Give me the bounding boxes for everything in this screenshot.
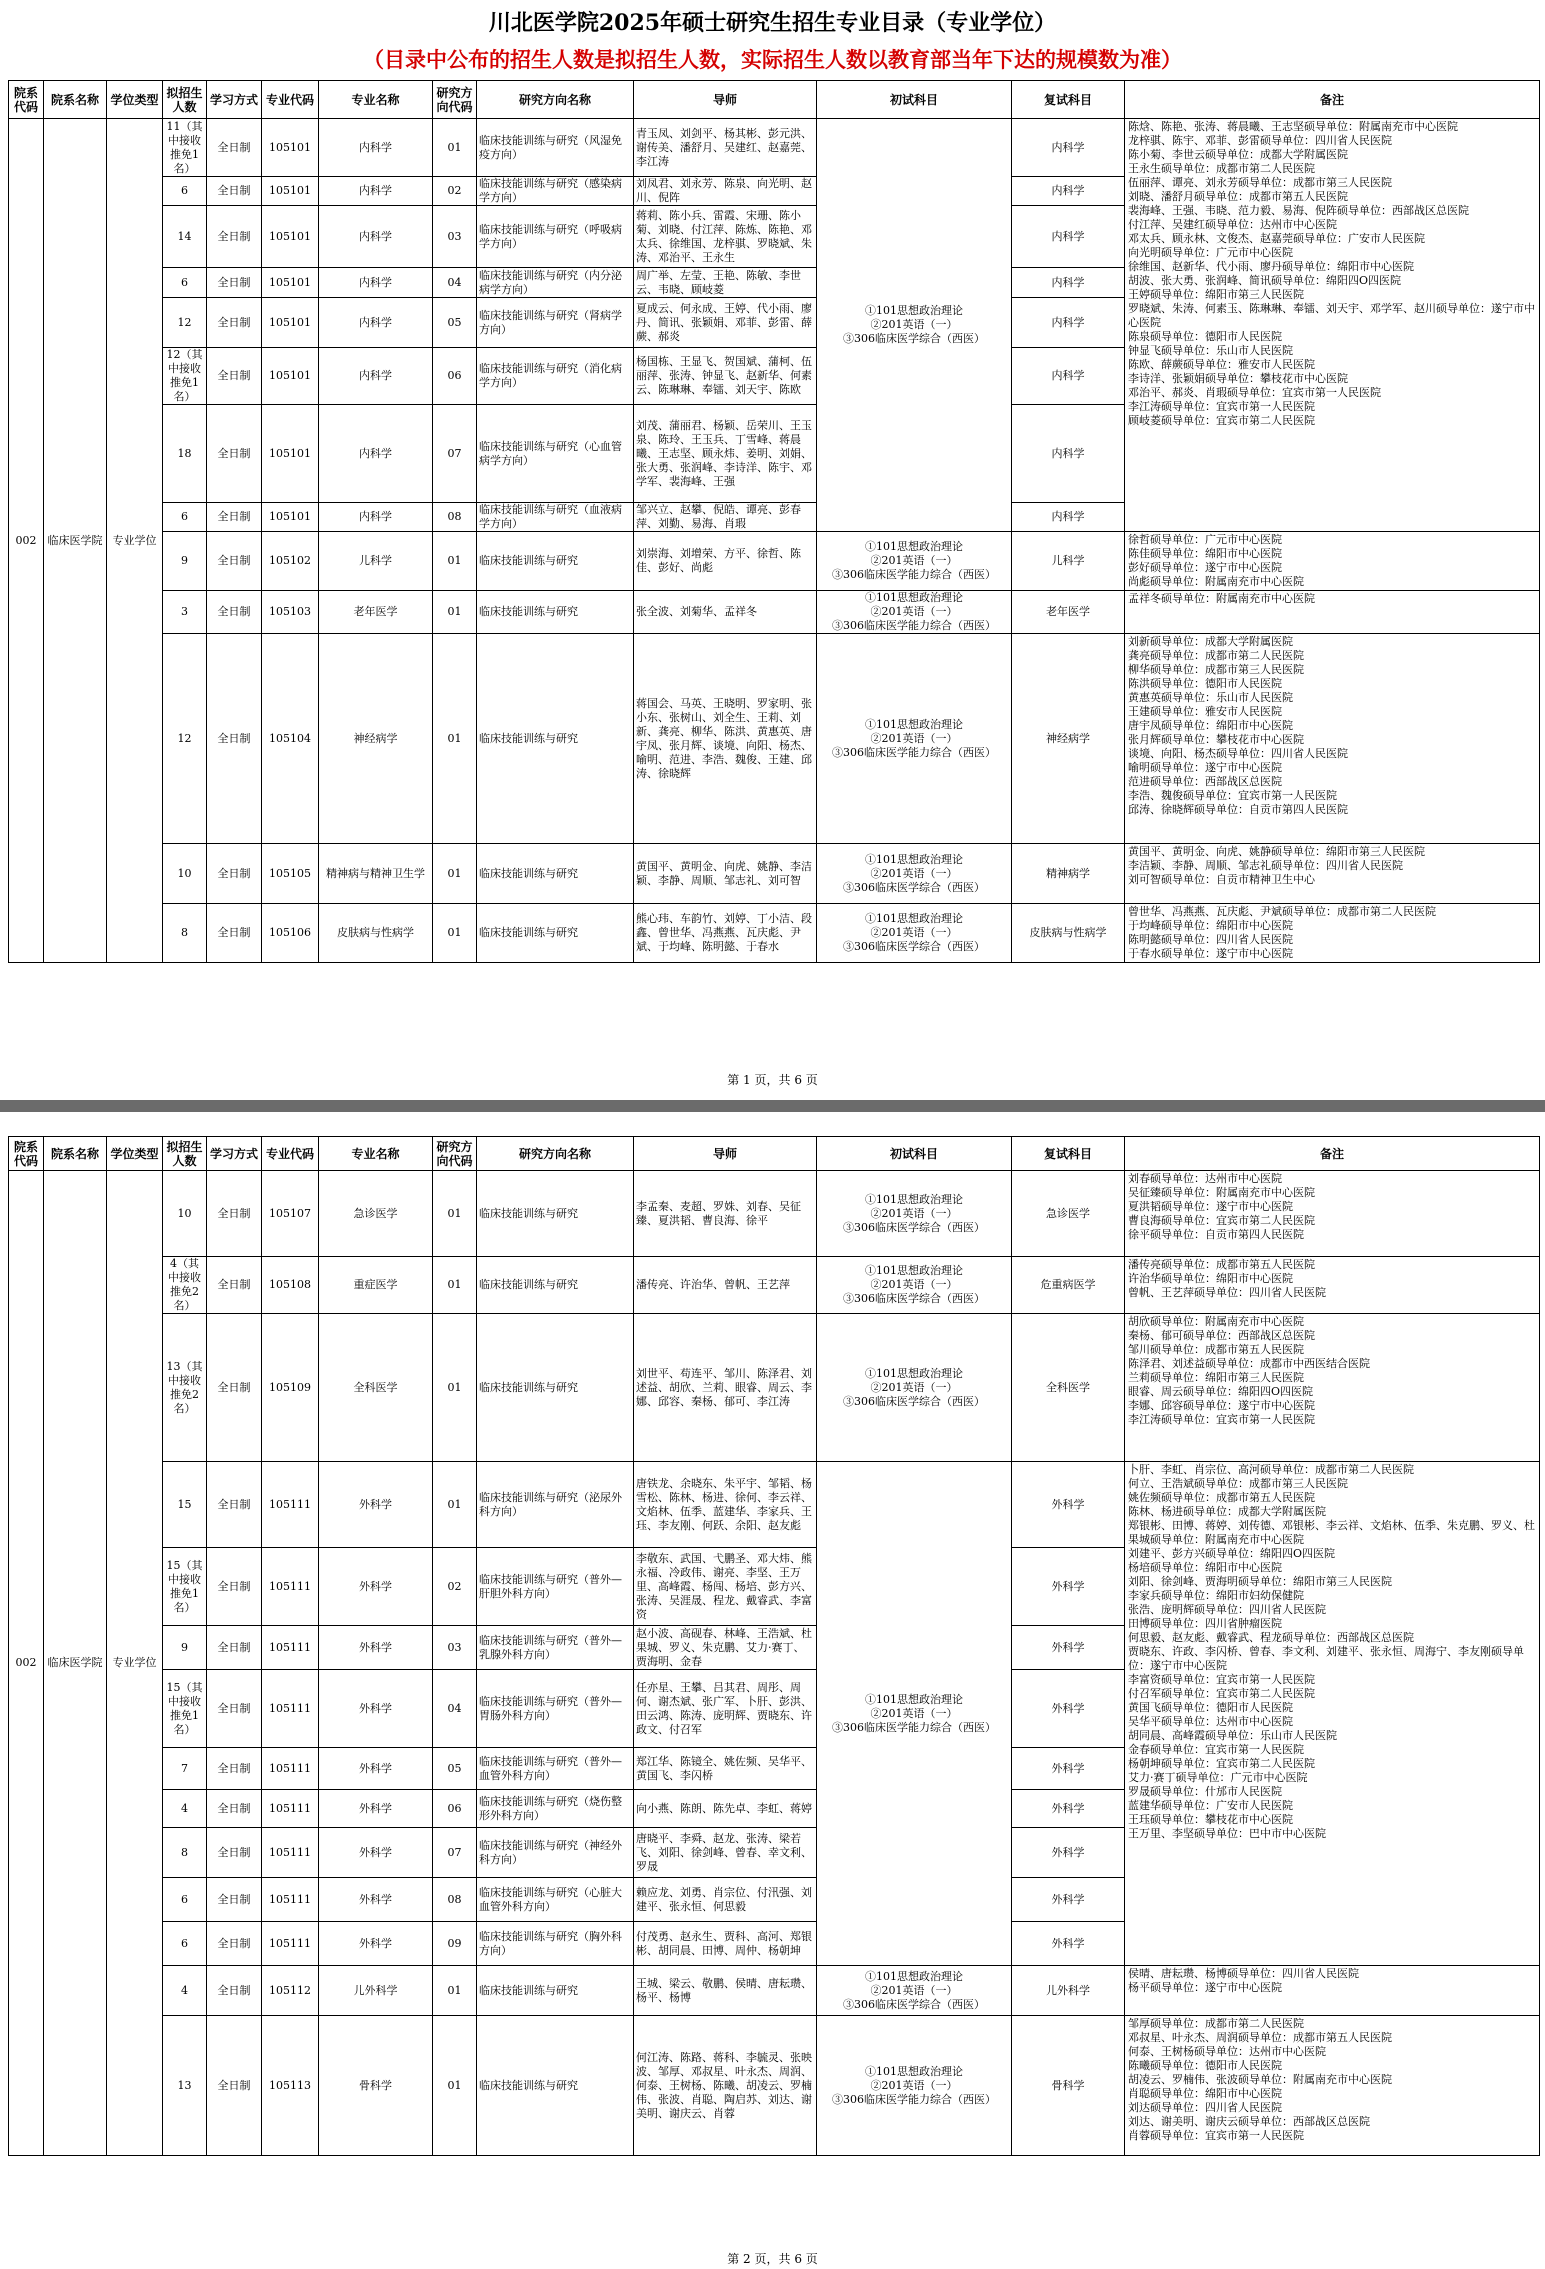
quota-cell: 4（其中接收推免2名）	[163, 1257, 207, 1314]
header-major-name: 专业名称	[319, 81, 433, 119]
study-mode-cell: 全日制	[207, 119, 262, 177]
major-code-cell: 105101	[262, 206, 319, 268]
table-header-row	[9, 81, 1540, 119]
header-quota: 拟招生人数	[163, 81, 207, 119]
tutors-cell: 张全波、刘菊华、孟祥冬	[634, 591, 817, 634]
header-exam-subjects: 初试科目	[817, 81, 1012, 119]
dir-name-cell: 临床技能训练与研究（呼吸病学方向）	[477, 206, 634, 268]
exam-subjects-cell: ①101思想政治理论 ②201英语（一） ③306临床医学能力综合（西医）	[817, 1462, 1012, 1966]
dir-code-cell: 03	[433, 206, 477, 268]
retest-cell: 外科学	[1012, 1670, 1125, 1748]
page-subtitle: （目录中公布的招生人数是拟招生人数，实际招生人数以教育部当年下达的规模数为准）	[363, 47, 1182, 72]
dir-name-cell: 临床技能训练与研究（普外—肝胆外科方向）	[477, 1548, 634, 1626]
header-study-mode: 学习方式	[207, 1137, 262, 1171]
tutors-cell: 何江涛、陈路、蒋科、李毓灵、张映波、邹厚、邓叔星、叶永杰、周润、何泰、王树杨、陈曦、胡凌云、罗楠伟、张波、肖聪、陶启苏、刘达、谢美明、谢庆云、肖蓉	[634, 2016, 817, 2156]
major-name-cell: 皮肤病与性病学	[319, 904, 433, 963]
major-name-cell: 重症医学	[319, 1257, 433, 1314]
dir-code-cell: 09	[433, 1922, 477, 1966]
quota-cell: 13（其中接收推免2名）	[163, 1314, 207, 1462]
dir-code-cell: 01	[433, 904, 477, 963]
major-name-cell: 内科学	[319, 177, 433, 206]
dir-name-cell: 临床技能训练与研究	[477, 2016, 634, 2156]
quota-cell: 6	[163, 503, 207, 532]
dir-code-cell: 01	[433, 1314, 477, 1462]
header-dir-code: 研究方向代码	[433, 81, 477, 119]
tutors-cell: 蒋莉、陈小兵、雷霞、宋珊、陈小菊、刘晓、付江萍、陈炼、陈艳、邓太兵、徐维国、龙梓骐、罗晓斌、朱涛、邓治平、王永生	[634, 206, 817, 268]
quota-cell: 11（其中接收推免1名）	[163, 119, 207, 177]
study-mode-cell: 全日制	[207, 591, 262, 634]
retest-cell: 内科学	[1012, 405, 1125, 503]
major-name-cell: 骨科学	[319, 2016, 433, 2156]
table-row	[9, 119, 1540, 177]
major-name-cell: 全科医学	[319, 1314, 433, 1462]
major-name-cell: 外科学	[319, 1462, 433, 1548]
study-mode-cell: 全日制	[207, 298, 262, 348]
retest-cell: 内科学	[1012, 177, 1125, 206]
degree-type-cell: 专业学位	[107, 119, 163, 963]
header-degree-type: 学位类型	[107, 81, 163, 119]
quota-cell: 4	[163, 1966, 207, 2016]
major-name-cell: 儿科学	[319, 532, 433, 591]
remarks-cell: 侯晴、唐耘瓒、杨博硕导单位：四川省人民医院 杨平硕导单位：遂宁市中心医院	[1125, 1966, 1540, 2016]
table-row	[9, 1171, 1540, 1257]
dir-code-cell: 01	[433, 1462, 477, 1548]
dir-name-cell: 临床技能训练与研究（神经外科方向）	[477, 1828, 634, 1878]
major-code-cell: 105111	[262, 1548, 319, 1626]
table-row	[9, 591, 1540, 634]
dir-code-cell: 01	[433, 634, 477, 844]
dir-name-cell: 临床技能训练与研究	[477, 1966, 634, 2016]
major-code-cell: 105101	[262, 298, 319, 348]
dir-name-cell: 临床技能训练与研究	[477, 1257, 634, 1314]
retest-cell: 内科学	[1012, 298, 1125, 348]
retest-cell: 外科学	[1012, 1548, 1125, 1626]
dir-code-cell: 01	[433, 1966, 477, 2016]
tutors-cell: 唐铁龙、余晓东、朱平宇、邹韬、杨雪松、陈林、杨进、徐何、李云祥、文焰林、伍季、蓝建华、李家兵、王珏、李友刚、何跃、余阳、赵友彪	[634, 1462, 817, 1548]
major-name-cell: 急诊医学	[319, 1171, 433, 1257]
remarks-cell: 黄国平、黄明金、向虎、姚静硕导单位：绵阳市第三人民医院 李洁颖、李静、周顺、邹志礼硕导单位：四川省人民医院 刘可智硕导单位：自贡市精神卫生中心	[1125, 844, 1540, 904]
header-college-code: 院系代码	[9, 1137, 44, 1171]
major-code-cell: 105104	[262, 634, 319, 844]
major-name-cell: 外科学	[319, 1790, 433, 1828]
dir-name-cell: 临床技能训练与研究	[477, 904, 634, 963]
study-mode-cell: 全日制	[207, 1548, 262, 1626]
major-name-cell: 外科学	[319, 1748, 433, 1790]
study-mode-cell: 全日制	[207, 1171, 262, 1257]
quota-cell: 12	[163, 634, 207, 844]
quota-cell: 8	[163, 904, 207, 963]
exam-subjects-cell: ①101思想政治理论 ②201英语（一） ③306临床医学综合（西医）	[817, 904, 1012, 963]
header-study-mode: 学习方式	[207, 81, 262, 119]
quota-cell: 15（其中接收推免1名）	[163, 1548, 207, 1626]
dir-name-cell: 临床技能训练与研究（心血管病学方向）	[477, 405, 634, 503]
tutors-cell: 潘传亮、许治华、曾帆、王艺萍	[634, 1257, 817, 1314]
major-code-cell: 105111	[262, 1922, 319, 1966]
major-name-cell: 内科学	[319, 119, 433, 177]
retest-cell: 儿科学	[1012, 532, 1125, 591]
quota-cell: 14	[163, 206, 207, 268]
page-number-1: 第 1 页，共 6 页	[727, 1073, 818, 1087]
dir-code-cell: 05	[433, 298, 477, 348]
major-code-cell: 105101	[262, 119, 319, 177]
tutors-cell: 赵小波、高砚春、林峰、王浩斌、杜果城、罗义、朱克鹏、艾力·赛丁、贾海明、金春	[634, 1626, 817, 1670]
header-retest: 复试科目	[1012, 1137, 1125, 1171]
table-header-row	[9, 1137, 1540, 1171]
header-major-name: 专业名称	[319, 1137, 433, 1171]
dir-name-cell: 临床技能训练与研究	[477, 844, 634, 904]
exam-subjects-cell: ①101思想政治理论 ②201英语（一） ③306临床医学能力综合（西医）	[817, 2016, 1012, 2156]
quota-cell: 12	[163, 298, 207, 348]
quota-cell: 6	[163, 268, 207, 298]
retest-cell: 皮肤病与性病学	[1012, 904, 1125, 963]
major-code-cell: 105101	[262, 177, 319, 206]
dir-name-cell: 临床技能训练与研究（泌尿外科方向）	[477, 1462, 634, 1548]
dir-name-cell: 临床技能训练与研究（普外—乳腺外科方向）	[477, 1626, 634, 1670]
header-dir-name: 研究方向名称	[477, 81, 634, 119]
retest-cell: 老年医学	[1012, 591, 1125, 634]
major-code-cell: 105103	[262, 591, 319, 634]
header-tutors: 导师	[634, 1137, 817, 1171]
tutors-cell: 王城、梁云、敬鹏、侯晴、唐耘瓒、杨平、杨博	[634, 1966, 817, 2016]
dir-code-cell: 03	[433, 1626, 477, 1670]
header-major-code: 专业代码	[262, 1137, 319, 1171]
dir-code-cell: 01	[433, 1171, 477, 1257]
header-dir-code: 研究方向代码	[433, 1137, 477, 1171]
quota-cell: 8	[163, 1828, 207, 1878]
retest-cell: 全科医学	[1012, 1314, 1125, 1462]
header-degree-type: 学位类型	[107, 1137, 163, 1171]
major-name-cell: 神经病学	[319, 634, 433, 844]
retest-cell: 内科学	[1012, 503, 1125, 532]
exam-subjects-cell: ①101思想政治理论 ②201英语（一） ③306临床医学综合（西医）	[817, 1171, 1012, 1257]
study-mode-cell: 全日制	[207, 1670, 262, 1748]
major-name-cell: 内科学	[319, 298, 433, 348]
remarks-cell: 孟祥冬硕导单位：附属南充市中心医院	[1125, 591, 1540, 634]
study-mode-cell: 全日制	[207, 1462, 262, 1548]
major-name-cell: 老年医学	[319, 591, 433, 634]
study-mode-cell: 全日制	[207, 1748, 262, 1790]
study-mode-cell: 全日制	[207, 1828, 262, 1878]
tutors-cell: 唐晓平、李舜、赵龙、张涛、梁若飞、刘阳、徐剑峰、曾春、幸文利、罗晟	[634, 1828, 817, 1878]
retest-cell: 内科学	[1012, 268, 1125, 298]
major-code-cell: 105111	[262, 1878, 319, 1922]
quota-cell: 4	[163, 1790, 207, 1828]
dir-code-cell: 01	[433, 844, 477, 904]
study-mode-cell: 全日制	[207, 1922, 262, 1966]
remarks-cell: 刘新硕导单位：成都大学附属医院 龚亮硕导单位：成都市第二人民医院 柳华硕导单位：成都市第三人民医院 陈洪硕导单位：德阳市人民医院 黄惠英硕导单位：乐山市人民医院 王建硕导单位：雅安市人民医院 唐宇凤硕导单位：绵阳市中心医院 张月辉硕导单位：攀枝花市中心医院 谈境、向阳、杨杰硕导单位：四川省人民医院 喻明硕导单位：遂宁市中心医院 范进硕导单位：西部战区总医院 李浩、魏俊硕导单位：宜宾市第一人民医院 邱涛、徐晓辉硕导单位：自贡市第四人民医院	[1125, 634, 1540, 844]
dir-code-cell: 01	[433, 591, 477, 634]
major-name-cell: 外科学	[319, 1670, 433, 1748]
header-tutors: 导师	[634, 81, 817, 119]
retest-cell: 外科学	[1012, 1878, 1125, 1922]
major-code-cell: 105111	[262, 1748, 319, 1790]
study-mode-cell: 全日制	[207, 1314, 262, 1462]
header-college-code: 院系代码	[9, 81, 44, 119]
major-name-cell: 精神病与精神卫生学	[319, 844, 433, 904]
major-name-cell: 外科学	[319, 1922, 433, 1966]
college-code-cell: 002	[9, 119, 44, 963]
quota-cell: 6	[163, 1922, 207, 1966]
page-number-2: 第 2 页，共 6 页	[727, 2252, 818, 2266]
retest-cell: 精神病学	[1012, 844, 1125, 904]
major-name-cell: 外科学	[319, 1548, 433, 1626]
quota-cell: 15	[163, 1462, 207, 1548]
degree-type-cell: 专业学位	[107, 1171, 163, 2156]
quota-cell: 9	[163, 532, 207, 591]
study-mode-cell: 全日制	[207, 1790, 262, 1828]
quota-cell: 15（其中接收推免1名）	[163, 1670, 207, 1748]
dir-code-cell: 07	[433, 405, 477, 503]
retest-cell: 骨科学	[1012, 2016, 1125, 2156]
tutors-cell: 蒋国会、马英、王晓明、罗家明、张小东、张树山、刘全生、王莉、刘新、龚亮、柳华、陈洪、黄惠英、唐宇凤、张月辉、谈境、向阳、杨杰、喻明、范进、李浩、魏俊、王建、邱涛、徐晓辉	[634, 634, 817, 844]
header-remarks: 备注	[1125, 81, 1540, 119]
retest-cell: 儿外科学	[1012, 1966, 1125, 2016]
study-mode-cell: 全日制	[207, 634, 262, 844]
dir-name-cell: 临床技能训练与研究	[477, 634, 634, 844]
tutors-cell: 付茂勇、赵永生、贾科、高河、郑银彬、胡同晨、田博、周仲、杨朝坤	[634, 1922, 817, 1966]
tutors-cell: 熊心玮、车韵竹、刘婷、丁小洁、段鑫、曾世华、冯燕燕、瓦庆彪、尹斌、于均峰、陈明懿、于春水	[634, 904, 817, 963]
retest-cell: 急诊医学	[1012, 1171, 1125, 1257]
table-row	[9, 844, 1540, 904]
retest-cell: 内科学	[1012, 206, 1125, 268]
major-code-cell: 105111	[262, 1462, 319, 1548]
study-mode-cell: 全日制	[207, 1878, 262, 1922]
major-name-cell: 内科学	[319, 405, 433, 503]
study-mode-cell: 全日制	[207, 348, 262, 405]
table-row	[9, 1257, 1540, 1314]
header-remarks: 备注	[1125, 1137, 1540, 1171]
dir-name-cell: 临床技能训练与研究（心脏大血管外科方向）	[477, 1878, 634, 1922]
remarks-cell: 徐哲硕导单位：广元市中心医院 陈佳硕导单位：绵阳市中心医院 彭好硕导单位：遂宁市中心医院 尚彪硕导单位：附属南充市中心医院	[1125, 532, 1540, 591]
dir-name-cell: 临床技能训练与研究（血液病学方向）	[477, 503, 634, 532]
major-code-cell: 105101	[262, 405, 319, 503]
major-code-cell: 105101	[262, 503, 319, 532]
remarks-cell: 刘春硕导单位：达州市中心医院 吴征臻硕导单位：附属南充市中心医院 夏洪韬硕导单位：遂宁市中心医院 曹良海硕导单位：宜宾市第二人民医院 徐平硕导单位：自贡市第四人民医院	[1125, 1171, 1540, 1257]
table-row	[9, 1966, 1540, 2016]
dir-name-cell: 临床技能训练与研究（感染病学方向）	[477, 177, 634, 206]
tutors-cell: 夏成云、何永成、王婷、代小雨、廖丹、简讯、张颖娟、邓菲、彭雷、薛蕨、郝炎	[634, 298, 817, 348]
major-code-cell: 105101	[262, 348, 319, 405]
study-mode-cell: 全日制	[207, 1626, 262, 1670]
tutors-cell: 周广举、左莹、王艳、陈敏、李世云、韦晓、顾岐菱	[634, 268, 817, 298]
catalog-table-page1	[8, 80, 1539, 963]
dir-code-cell: 08	[433, 1878, 477, 1922]
tutors-cell: 赖应龙、刘勇、肖宗位、付汛强、刘建平、张永恒、何思毅	[634, 1878, 817, 1922]
header-dir-name: 研究方向名称	[477, 1137, 634, 1171]
tutors-cell: 任亦星、王攀、吕其君、周彤、周何、谢杰斌、张广军、卜肝、彭洪、田云鸿、陈涛、庞明辉、贾晓东、许政文、付召军	[634, 1670, 817, 1748]
major-name-cell: 内科学	[319, 206, 433, 268]
retest-cell: 危重病医学	[1012, 1257, 1125, 1314]
study-mode-cell: 全日制	[207, 268, 262, 298]
major-name-cell: 外科学	[319, 1626, 433, 1670]
tutors-cell: 青玉凤、刘剑平、杨其彬、彭元洪、谢传美、潘舒月、吴建红、赵嘉莞、李江涛	[634, 119, 817, 177]
dir-code-cell: 01	[433, 532, 477, 591]
quota-cell: 6	[163, 1878, 207, 1922]
retest-cell: 外科学	[1012, 1790, 1125, 1828]
remarks-cell: 曾世华、冯燕燕、瓦庆彪、尹斌硕导单位：成都市第二人民医院 于均峰硕导单位：绵阳市中心医院 陈明懿硕导单位：四川省人民医院 于春水硕导单位：遂宁市中心医院	[1125, 904, 1540, 963]
study-mode-cell: 全日制	[207, 532, 262, 591]
tutors-cell: 黄国平、黄明金、向虎、姚静、李洁颖、李静、周顺、邹志礼、刘可智	[634, 844, 817, 904]
table-row	[9, 904, 1540, 963]
remarks-cell: 胡欣硕导单位：附属南充市中心医院 秦杨、郁可硕导单位：西部战区总医院 邹川硕导单位：成都市第五人民医院 陈泽君、刘述益硕导单位：成都市中西医结合医院 兰莉硕导单位：绵阳市第三人民医院 眼睿、周云硕导单位：绵阳四O四医院 李娜、邱容硕导单位：遂宁市中心医院 李江涛硕导单位：宜宾市第一人民医院	[1125, 1314, 1540, 1462]
page-title: 川北医学院2025年硕士研究生招生专业目录（专业学位）	[488, 10, 1057, 36]
exam-subjects-cell: ①101思想政治理论 ②201英语（一） ③306临床医学综合（西医）	[817, 119, 1012, 532]
major-code-cell: 105108	[262, 1257, 319, 1314]
dir-code-cell: 06	[433, 348, 477, 405]
dir-code-cell: 01	[433, 119, 477, 177]
retest-cell: 外科学	[1012, 1748, 1125, 1790]
major-code-cell: 105111	[262, 1626, 319, 1670]
major-code-cell: 105102	[262, 532, 319, 591]
major-name-cell: 儿外科学	[319, 1966, 433, 2016]
dir-name-cell: 临床技能训练与研究（消化病学方向）	[477, 348, 634, 405]
dir-code-cell: 04	[433, 268, 477, 298]
exam-subjects-cell: ①101思想政治理论 ②201英语（一） ③306临床医学能力综合（西医）	[817, 591, 1012, 634]
header-quota: 拟招生人数	[163, 1137, 207, 1171]
major-name-cell: 内科学	[319, 268, 433, 298]
major-code-cell: 105109	[262, 1314, 319, 1462]
major-name-cell: 外科学	[319, 1878, 433, 1922]
major-name-cell: 内科学	[319, 348, 433, 405]
dir-name-cell: 临床技能训练与研究（风湿免疫方向）	[477, 119, 634, 177]
college-name-cell: 临床医学院	[44, 1171, 107, 2156]
table-row	[9, 1314, 1540, 1462]
study-mode-cell: 全日制	[207, 904, 262, 963]
study-mode-cell: 全日制	[207, 1966, 262, 2016]
study-mode-cell: 全日制	[207, 2016, 262, 2156]
dir-name-cell: 临床技能训练与研究	[477, 591, 634, 634]
major-code-cell: 105107	[262, 1171, 319, 1257]
tutors-cell: 李孟秦、麦超、罗姝、刘春、吴征臻、夏洪韬、曹良海、徐平	[634, 1171, 817, 1257]
major-code-cell: 105105	[262, 844, 319, 904]
major-code-cell: 105111	[262, 1670, 319, 1748]
quota-cell: 9	[163, 1626, 207, 1670]
dir-code-cell: 02	[433, 1548, 477, 1626]
retest-cell: 内科学	[1012, 119, 1125, 177]
dir-code-cell: 06	[433, 1790, 477, 1828]
retest-cell: 外科学	[1012, 1462, 1125, 1548]
remarks-cell: 陈焓、陈艳、张涛、蒋晨曦、王志坚硕导单位：附属南充市中心医院 龙梓骐、陈宇、邓菲、彭雷硕导单位：四川省人民医院 陈小菊、李世云硕导单位：成都大学附属医院 王永生硕导单位：成都市第二人民医院 伍丽萍、谭亮、刘永芳硕导单位：成都市第三人民医院 刘晓、潘舒月硕导单位：成都市第五人民医院 裴海峰、王强、韦晓、范力毅、易海、倪阵硕导单位：西部战区总医院 付江萍、吴建红硕导单位：达州市中心医院 邓太兵、顾永林、文俊杰、赵嘉莞硕导单位：广安市人民医院 向光明硕导单位：广元市中心医院 徐维国、赵新华、代小雨、廖丹硕导单位：绵阳市中心医院 胡波、张大勇、张润峰、简讯硕导单位：绵阳四O四医院 王婷硕导单位：绵阳市第三人民医院 罗晓斌、朱涛、何素玉、陈琳琳、奉镭、刘天宇、邓学军、赵川硕导单位：遂宁市中心医院 陈泉硕导单位：德阳市人民医院 钟显飞硕导单位：乐山市人民医院 陈欧、薛蕨硕导单位：雅安市人民医院 李诗洋、张颖娟硕导单位：攀枝花市中心医院 邓治平、郝炎、肖瑕硕导单位：宜宾市第一人民医院 李江涛硕导单位：宜宾市第一人民医院 顾岐菱硕导单位：宜宾市第二人民医院	[1125, 119, 1540, 532]
dir-name-cell: 临床技能训练与研究（内分泌病学方向）	[477, 268, 634, 298]
catalog-table-page2	[8, 1136, 1539, 2156]
exam-subjects-cell: ①101思想政治理论 ②201英语（一） ③306临床医学能力综合（西医）	[817, 532, 1012, 591]
dir-name-cell: 临床技能训练与研究（肾病学方向）	[477, 298, 634, 348]
retest-cell: 外科学	[1012, 1922, 1125, 1966]
remarks-cell: 卜肝、李虹、肖宗位、高河硕导单位：成都市第二人民医院 何立、王浩斌硕导单位：成都市第三人民医院 姚佐频硕导单位：成都市第五人民医院 陈林、杨进硕导单位：成都大学附属医院 郑银彬、田博、蒋婷、刘传德、邓银彬、李云祥、文焰林、伍季、朱克鹏、罗义、杜果城硕导单位：附属南充市中心医院 刘建平、彭方兴硕导单位：绵阳四O四医院 杨培硕导单位：绵阳市中心医院 刘阳、徐剑峰、贾海明硕导单位：绵阳市第三人民医院 李家兵硕导单位：绵阳市妇幼保健院 张浩、庞明辉硕导单位：四川省人民医院 田博硕导单位：四川省肿瘤医院 何思毅、赵友彪、戴睿武、程龙硕导单位：西部战区总医院 贾晓东、许政、李闪桥、曾春、李文利、刘建平、张永恒、周海宁、李友刚硕导单位：遂宁市中心医院 李富资硕导单位：宜宾市第一人民医院 付召军硕导单位：宜宾市第二人民医院 黄国飞硕导单位：德阳市人民医院 吴华平硕导单位：达州市中心医院 胡同晨、高峰霞硕导单位：乐山市人民医院 金春硕导单位：宜宾市第一人民医院 杨朝坤硕导单位：宜宾市第二人民医院 艾力·赛丁硕导单位：广元市中心医院 罗晟硕导单位：什邡市人民医院 蓝建华硕导单位：广安市人民医院 王珏硕导单位：攀枝花市中心医院 王万里、李坚硕导单位：巴中市中心医院	[1125, 1462, 1540, 1966]
study-mode-cell: 全日制	[207, 177, 262, 206]
quota-cell: 10	[163, 844, 207, 904]
quota-cell: 12（其中接收推免1名）	[163, 348, 207, 405]
major-name-cell: 内科学	[319, 503, 433, 532]
dir-name-cell: 临床技能训练与研究	[477, 532, 634, 591]
exam-subjects-cell: ①101思想政治理论 ②201英语（一） ③306临床医学综合（西医）	[817, 1314, 1012, 1462]
retest-cell: 外科学	[1012, 1828, 1125, 1878]
dir-name-cell: 临床技能训练与研究（胸外科方向）	[477, 1922, 634, 1966]
study-mode-cell: 全日制	[207, 844, 262, 904]
dir-code-cell: 07	[433, 1828, 477, 1878]
college-name-cell: 临床医学院	[44, 119, 107, 963]
quota-cell: 6	[163, 177, 207, 206]
dir-code-cell: 02	[433, 177, 477, 206]
dir-name-cell: 临床技能训练与研究	[477, 1314, 634, 1462]
major-code-cell: 105112	[262, 1966, 319, 2016]
retest-cell: 内科学	[1012, 348, 1125, 405]
exam-subjects-cell: ①101思想政治理论 ②201英语（一） ③306临床医学能力综合（西医）	[817, 634, 1012, 844]
major-code-cell: 105111	[262, 1790, 319, 1828]
tutors-cell: 杨国栋、王显飞、贺国斌、蒲柯、伍丽萍、张涛、钟显飞、赵新华、何素云、陈琳琳、奉镭、刘天宇、陈欧	[634, 348, 817, 405]
college-code-cell: 002	[9, 1171, 44, 2156]
tutors-cell: 向小燕、陈朗、陈先卓、李虹、蒋婷	[634, 1790, 817, 1828]
tutors-cell: 刘茂、蒲丽君、杨颖、岳荣川、王玉泉、陈玲、王玉兵、丁雪峰、蒋晨曦、王志坚、顾永炜、姜明、刘娟、张大勇、张润峰、李诗洋、陈宇、邓学军、裴海峰、王强	[634, 405, 817, 503]
tutors-cell: 刘崇海、刘增荣、方平、徐哲、陈佳、彭好、尚彪	[634, 532, 817, 591]
quota-cell: 13	[163, 2016, 207, 2156]
remarks-cell: 邹厚硕导单位：成都市第二人民医院 邓叔星、叶永杰、周润硕导单位：成都市第五人民医院 何泰、王树杨硕导单位：达州市中心医院 陈曦硕导单位：德阳市人民医院 胡凌云、罗楠伟、张波硕导单位：附属南充市中心医院 肖聪硕导单位：绵阳市中心医院 刘达硕导单位：四川省人民医院 刘达、谢美明、谢庆云硕导单位：西部战区总医院 肖蓉硕导单位：宜宾市第一人民医院	[1125, 2016, 1540, 2156]
dir-name-cell: 临床技能训练与研究（普外—血管外科方向）	[477, 1748, 634, 1790]
quota-cell: 7	[163, 1748, 207, 1790]
dir-code-cell: 01	[433, 2016, 477, 2156]
study-mode-cell: 全日制	[207, 1257, 262, 1314]
tutors-cell: 刘凤君、刘永芳、陈泉、向光明、赵川、倪阵	[634, 177, 817, 206]
retest-cell: 外科学	[1012, 1626, 1125, 1670]
dir-name-cell: 临床技能训练与研究（普外—胃肠外科方向）	[477, 1670, 634, 1748]
exam-subjects-cell: ①101思想政治理论 ②201英语（一） ③306临床医学综合（西医）	[817, 1966, 1012, 2016]
major-code-cell: 105111	[262, 1828, 319, 1878]
table-row	[9, 1462, 1540, 1548]
table-row	[9, 532, 1540, 591]
exam-subjects-cell: ①101思想政治理论 ②201英语（一） ③306临床医学综合（西医）	[817, 1257, 1012, 1314]
quota-cell: 3	[163, 591, 207, 634]
dir-name-cell: 临床技能训练与研究（烧伤整形外科方向）	[477, 1790, 634, 1828]
header-exam-subjects: 初试科目	[817, 1137, 1012, 1171]
tutors-cell: 刘世平、苟连平、邹川、陈泽君、刘述益、胡欣、兰莉、眼睿、周云、李娜、邱容、秦杨、郁可、李江涛	[634, 1314, 817, 1462]
dir-name-cell: 临床技能训练与研究	[477, 1171, 634, 1257]
dir-code-cell: 04	[433, 1670, 477, 1748]
retest-cell: 神经病学	[1012, 634, 1125, 844]
major-code-cell: 105101	[262, 268, 319, 298]
study-mode-cell: 全日制	[207, 206, 262, 268]
dir-code-cell: 01	[433, 1257, 477, 1314]
quota-cell: 10	[163, 1171, 207, 1257]
study-mode-cell: 全日制	[207, 405, 262, 503]
page-divider	[0, 1100, 1545, 1112]
tutors-cell: 李敬东、武国、弋鹏圣、邓大炜、熊永福、冷政伟、谢亮、李坚、王万里、高峰霞、杨闯、杨培、彭方兴、张涛、吴涯晟、程龙、戴睿武、李富资	[634, 1548, 817, 1626]
study-mode-cell: 全日制	[207, 503, 262, 532]
header-retest: 复试科目	[1012, 81, 1125, 119]
major-name-cell: 外科学	[319, 1828, 433, 1878]
dir-code-cell: 05	[433, 1748, 477, 1790]
table-row	[9, 634, 1540, 844]
dir-code-cell: 08	[433, 503, 477, 532]
table-row	[9, 2016, 1540, 2156]
header-college-name: 院系名称	[44, 1137, 107, 1171]
header-college-name: 院系名称	[44, 81, 107, 119]
header-major-code: 专业代码	[262, 81, 319, 119]
quota-cell: 18	[163, 405, 207, 503]
exam-subjects-cell: ①101思想政治理论 ②201英语（一） ③306临床医学综合（西医）	[817, 844, 1012, 904]
tutors-cell: 邹兴立、赵攀、倪皓、谭亮、彭春萍、刘勤、易海、肖瑕	[634, 503, 817, 532]
major-code-cell: 105113	[262, 2016, 319, 2156]
tutors-cell: 郑江华、陈镜全、姚佐频、吴华平、黄国飞、李闪桥	[634, 1748, 817, 1790]
remarks-cell: 潘传亮硕导单位：成都市第五人民医院 许治华硕导单位：绵阳市中心医院 曾帆、王艺萍硕导单位：四川省人民医院	[1125, 1257, 1540, 1314]
major-code-cell: 105106	[262, 904, 319, 963]
